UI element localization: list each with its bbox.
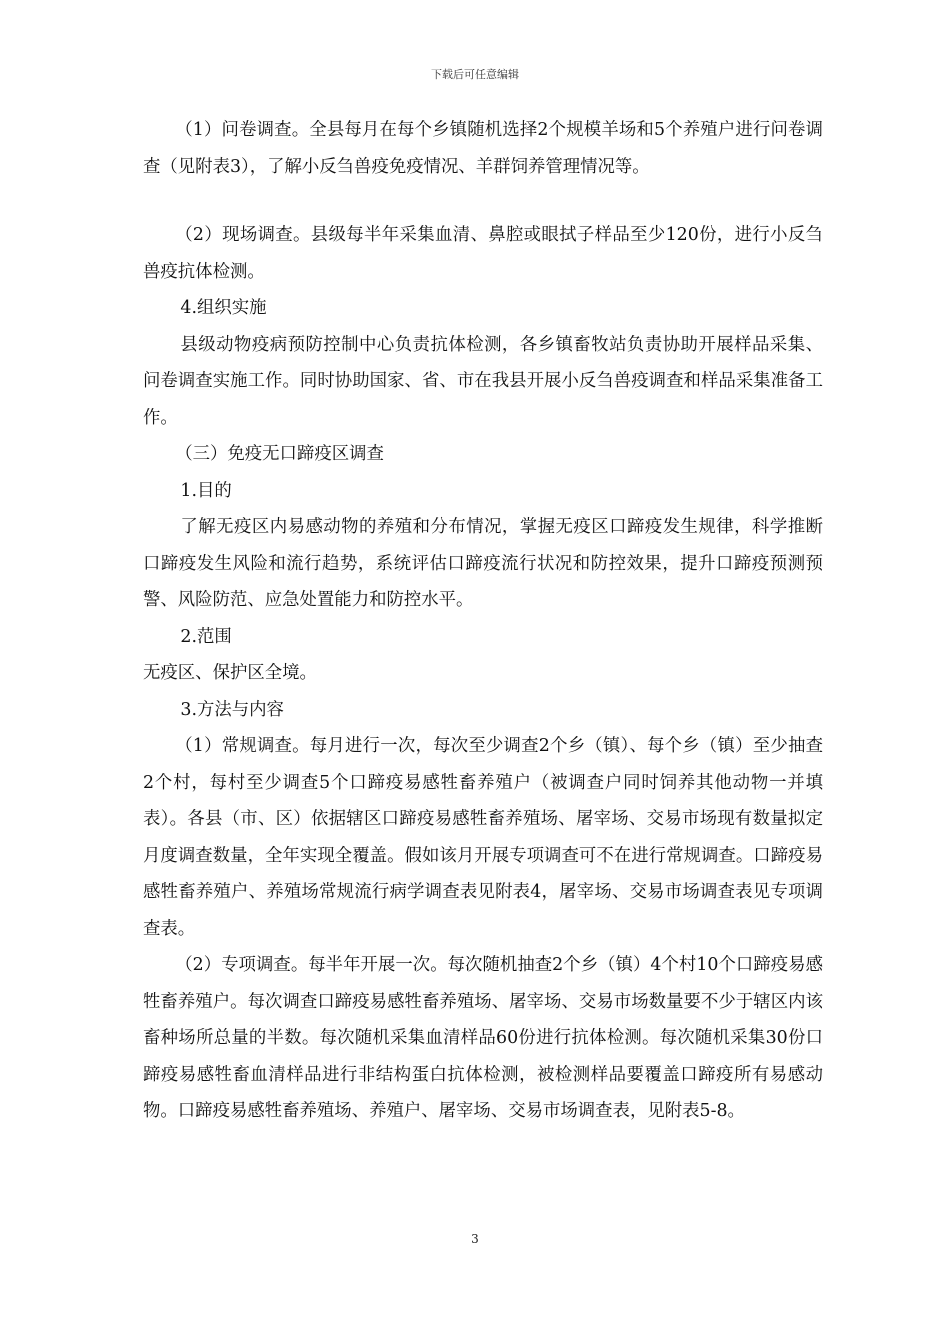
paragraph-purpose: 了解无疫区内易感动物的养殖和分布情况，掌握无疫区口蹄疫发生规律，科学推断口蹄疫发生风险和流行趋势，系统评估口蹄疫流行状况和防控效果，提升口蹄疫预测预警、风险防范、应急处置能力和防控水平。 [143, 517, 823, 610]
paragraph-special-survey: （2）专项调查。每半年开展一次。每次随机抽查2个乡（镇）4个村10个口蹄疫易感牲畜养殖户。每次调查口蹄疫易感牲畜养殖场、屠宰场、交易市场数量要不少于辖区内该畜种场所总量的半数。每次随机采集血清样品60份进行抗体检测。每次随机采集30份口蹄疫易感牲畜血清样品进行非结构蛋白抗体检测，被检测样品要覆盖口蹄疫所有易感动物。口蹄疫易感牲畜养殖场、养殖户、屠宰场、交易市场调查表，见附表5-8。 [143, 955, 823, 1121]
page-header: 下载后可任意编辑 [431, 68, 519, 81]
page-number: 3 [471, 1232, 479, 1246]
paragraph-questionnaire-survey: （1）问卷调查。全县每月在每个乡镇随机选择2个规模羊场和5个养殖户进行问卷调查（见附表3），了解小反刍兽疫免疫情况、羊群饲养管理情况等。 [143, 120, 823, 177]
heading-scope: 2.范围 [180, 626, 232, 647]
paragraph-scope: 无疫区、保护区全境。 [143, 663, 317, 683]
heading-purpose: 1.目的 [180, 480, 232, 501]
paragraph-organization: 县级动物疫病预防控制中心负责抗体检测，各乡镇畜牧站负责协助开展样品采集、问卷调查实施工作。同时协助国家、省、市在我县开展小反刍兽疫调查和样品采集准备工作。 [143, 334, 823, 428]
heading-section-three: （三）免疫无口蹄疫区调查 [175, 444, 384, 464]
paragraph-field-survey: （2）现场调查。县级每半年采集血清、鼻腔或眼拭子样品至少120份，进行小反刍兽疫抗体检测。 [143, 225, 823, 282]
paragraph-routine-survey: （1）常规调查。每月进行一次，每次至少调查2个乡（镇）、每个乡（镇）至少抽查2个村，每村至少调查5个口蹄疫易感牲畜养殖户（被调查户同时饲养其他动物一并填表）。各县（市、区）依据辖区口蹄疫易感牲畜养殖场、屠宰场、交易市场现有数量拟定月度调查数量，全年实现全覆盖。假如该月开展专项调查可不在进行常规调查。口蹄疫易感牲畜养殖户、养殖场常规流行病学调查表见附表4，屠宰场、交易市场调查表见专项调查表。 [143, 736, 823, 939]
paragraph-spacer [143, 185, 823, 217]
heading-organization: 4.组织实施 [180, 298, 267, 318]
document-body [143, 112, 823, 1130]
heading-methods: 3.方法与内容 [180, 699, 284, 720]
